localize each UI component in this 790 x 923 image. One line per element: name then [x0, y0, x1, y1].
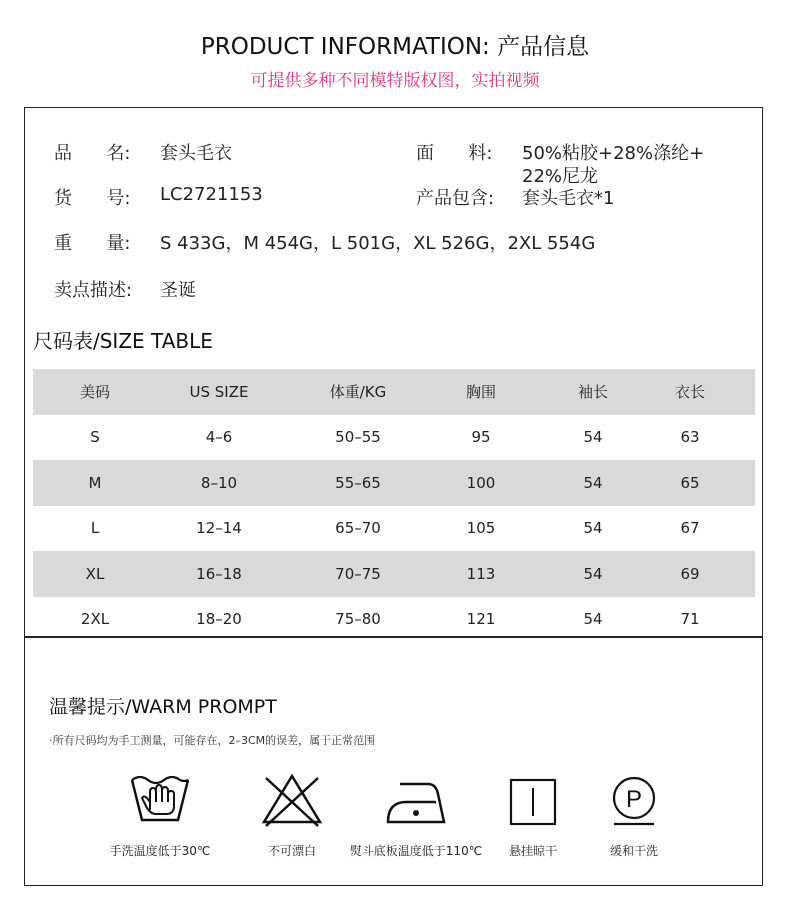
care-label: 不可漂白 [267, 844, 316, 858]
table-cell: 65–70 [335, 519, 381, 538]
header-cell: 美码 [79, 383, 110, 402]
table-cell: 2XL [80, 610, 110, 629]
table-row [33, 597, 755, 643]
item-value: LC2721153 [160, 184, 263, 205]
contents-label: 产品包含: [416, 188, 495, 209]
table-cell: 12–14 [196, 519, 242, 538]
table-cell: 54 [583, 564, 603, 583]
table-row [33, 551, 755, 597]
table-cell: 121 [466, 610, 496, 629]
table-header-row [33, 369, 755, 415]
selling-label: 卖点描述: [54, 280, 133, 301]
table-cell: 100 [466, 473, 496, 492]
name-label: 品 名: [54, 143, 131, 164]
size-table-title: 尺码表/SIZE TABLE [33, 329, 213, 353]
contents-value: 套头毛衣*1 [522, 188, 615, 209]
table-cell: XL [85, 564, 105, 583]
no-bleach-icon [260, 770, 324, 830]
table-row [33, 460, 755, 506]
table-cell: 67 [680, 519, 700, 538]
table-cell: 63 [680, 428, 700, 447]
selling-value: 圣诞 [160, 280, 196, 301]
table-cell: 105 [466, 519, 496, 538]
care-hand-wash [90, 770, 230, 858]
table-row [33, 506, 755, 552]
table-cell: S [90, 428, 100, 447]
care-label: 悬挂晾干 [508, 844, 557, 858]
header-cell: 体重/KG [329, 383, 387, 402]
table-cell: 54 [583, 428, 603, 447]
table-cell: 50–55 [335, 428, 381, 447]
fabric-value-line1: 50%粘胶+28%涤纶+ [522, 143, 705, 164]
table-cell: 54 [583, 610, 603, 629]
table-cell: 71 [680, 610, 700, 629]
table-cell: L [90, 519, 100, 538]
table-cell: 113 [466, 564, 496, 583]
table-cell: 65 [680, 473, 700, 492]
care-dry-clean [564, 770, 704, 858]
hand-wash-icon [128, 770, 192, 830]
fabric-label: 面 料: [416, 143, 493, 164]
header-cell: US SIZE [189, 382, 249, 401]
hang-dry-icon [501, 770, 565, 830]
table-cell: M [88, 473, 102, 492]
name-value: 套头毛衣 [160, 143, 232, 164]
table-cell: 54 [583, 473, 603, 492]
header-cell: 袖长 [577, 383, 608, 402]
table-cell: 69 [680, 564, 700, 583]
table-cell: 16–18 [196, 564, 242, 583]
care-label: 缓和干洗 [609, 844, 658, 858]
fabric-value-line2: 22%尼龙 [522, 166, 599, 187]
header-cell: 衣长 [674, 383, 705, 402]
table-cell: 54 [583, 519, 603, 538]
page-subtitle: 可提供多种不同模特版权图，实拍视频 [250, 71, 540, 91]
header-cell: 胸围 [465, 383, 496, 402]
table-cell: 70–75 [335, 564, 381, 583]
dry-clean-icon [602, 770, 666, 830]
care-label: 手洗温度低于30℃ [109, 844, 211, 858]
table-cell: 4–6 [205, 428, 233, 447]
table-cell: 95 [471, 428, 491, 447]
size-table [33, 369, 755, 642]
dry-clean-symbol: P [625, 786, 643, 813]
weight-value: S 433G，M 454G，L 501G，XL 526G，2XL 554G [160, 233, 596, 254]
table-cell: 55–65 [335, 473, 381, 492]
iron-icon [384, 770, 448, 830]
care-no-bleach [222, 770, 362, 858]
page-title: PRODUCT INFORMATION: 产品信息 [200, 34, 590, 60]
table-cell: 75–80 [335, 610, 381, 629]
item-label: 货 号: [54, 188, 131, 209]
table-cell: 8–10 [200, 473, 238, 492]
weight-label: 重 量: [54, 233, 131, 254]
table-cell: 18–20 [196, 610, 242, 629]
warm-prompt-title: 温馨提示/WARM PROMPT [49, 696, 277, 718]
care-label: 熨斗底板温度低于110℃ [349, 844, 483, 858]
table-row [33, 415, 755, 461]
warm-prompt-note: ·所有尺码均为手工测量，可能存在，2–3CM的误差，属于正常范围 [49, 734, 376, 747]
